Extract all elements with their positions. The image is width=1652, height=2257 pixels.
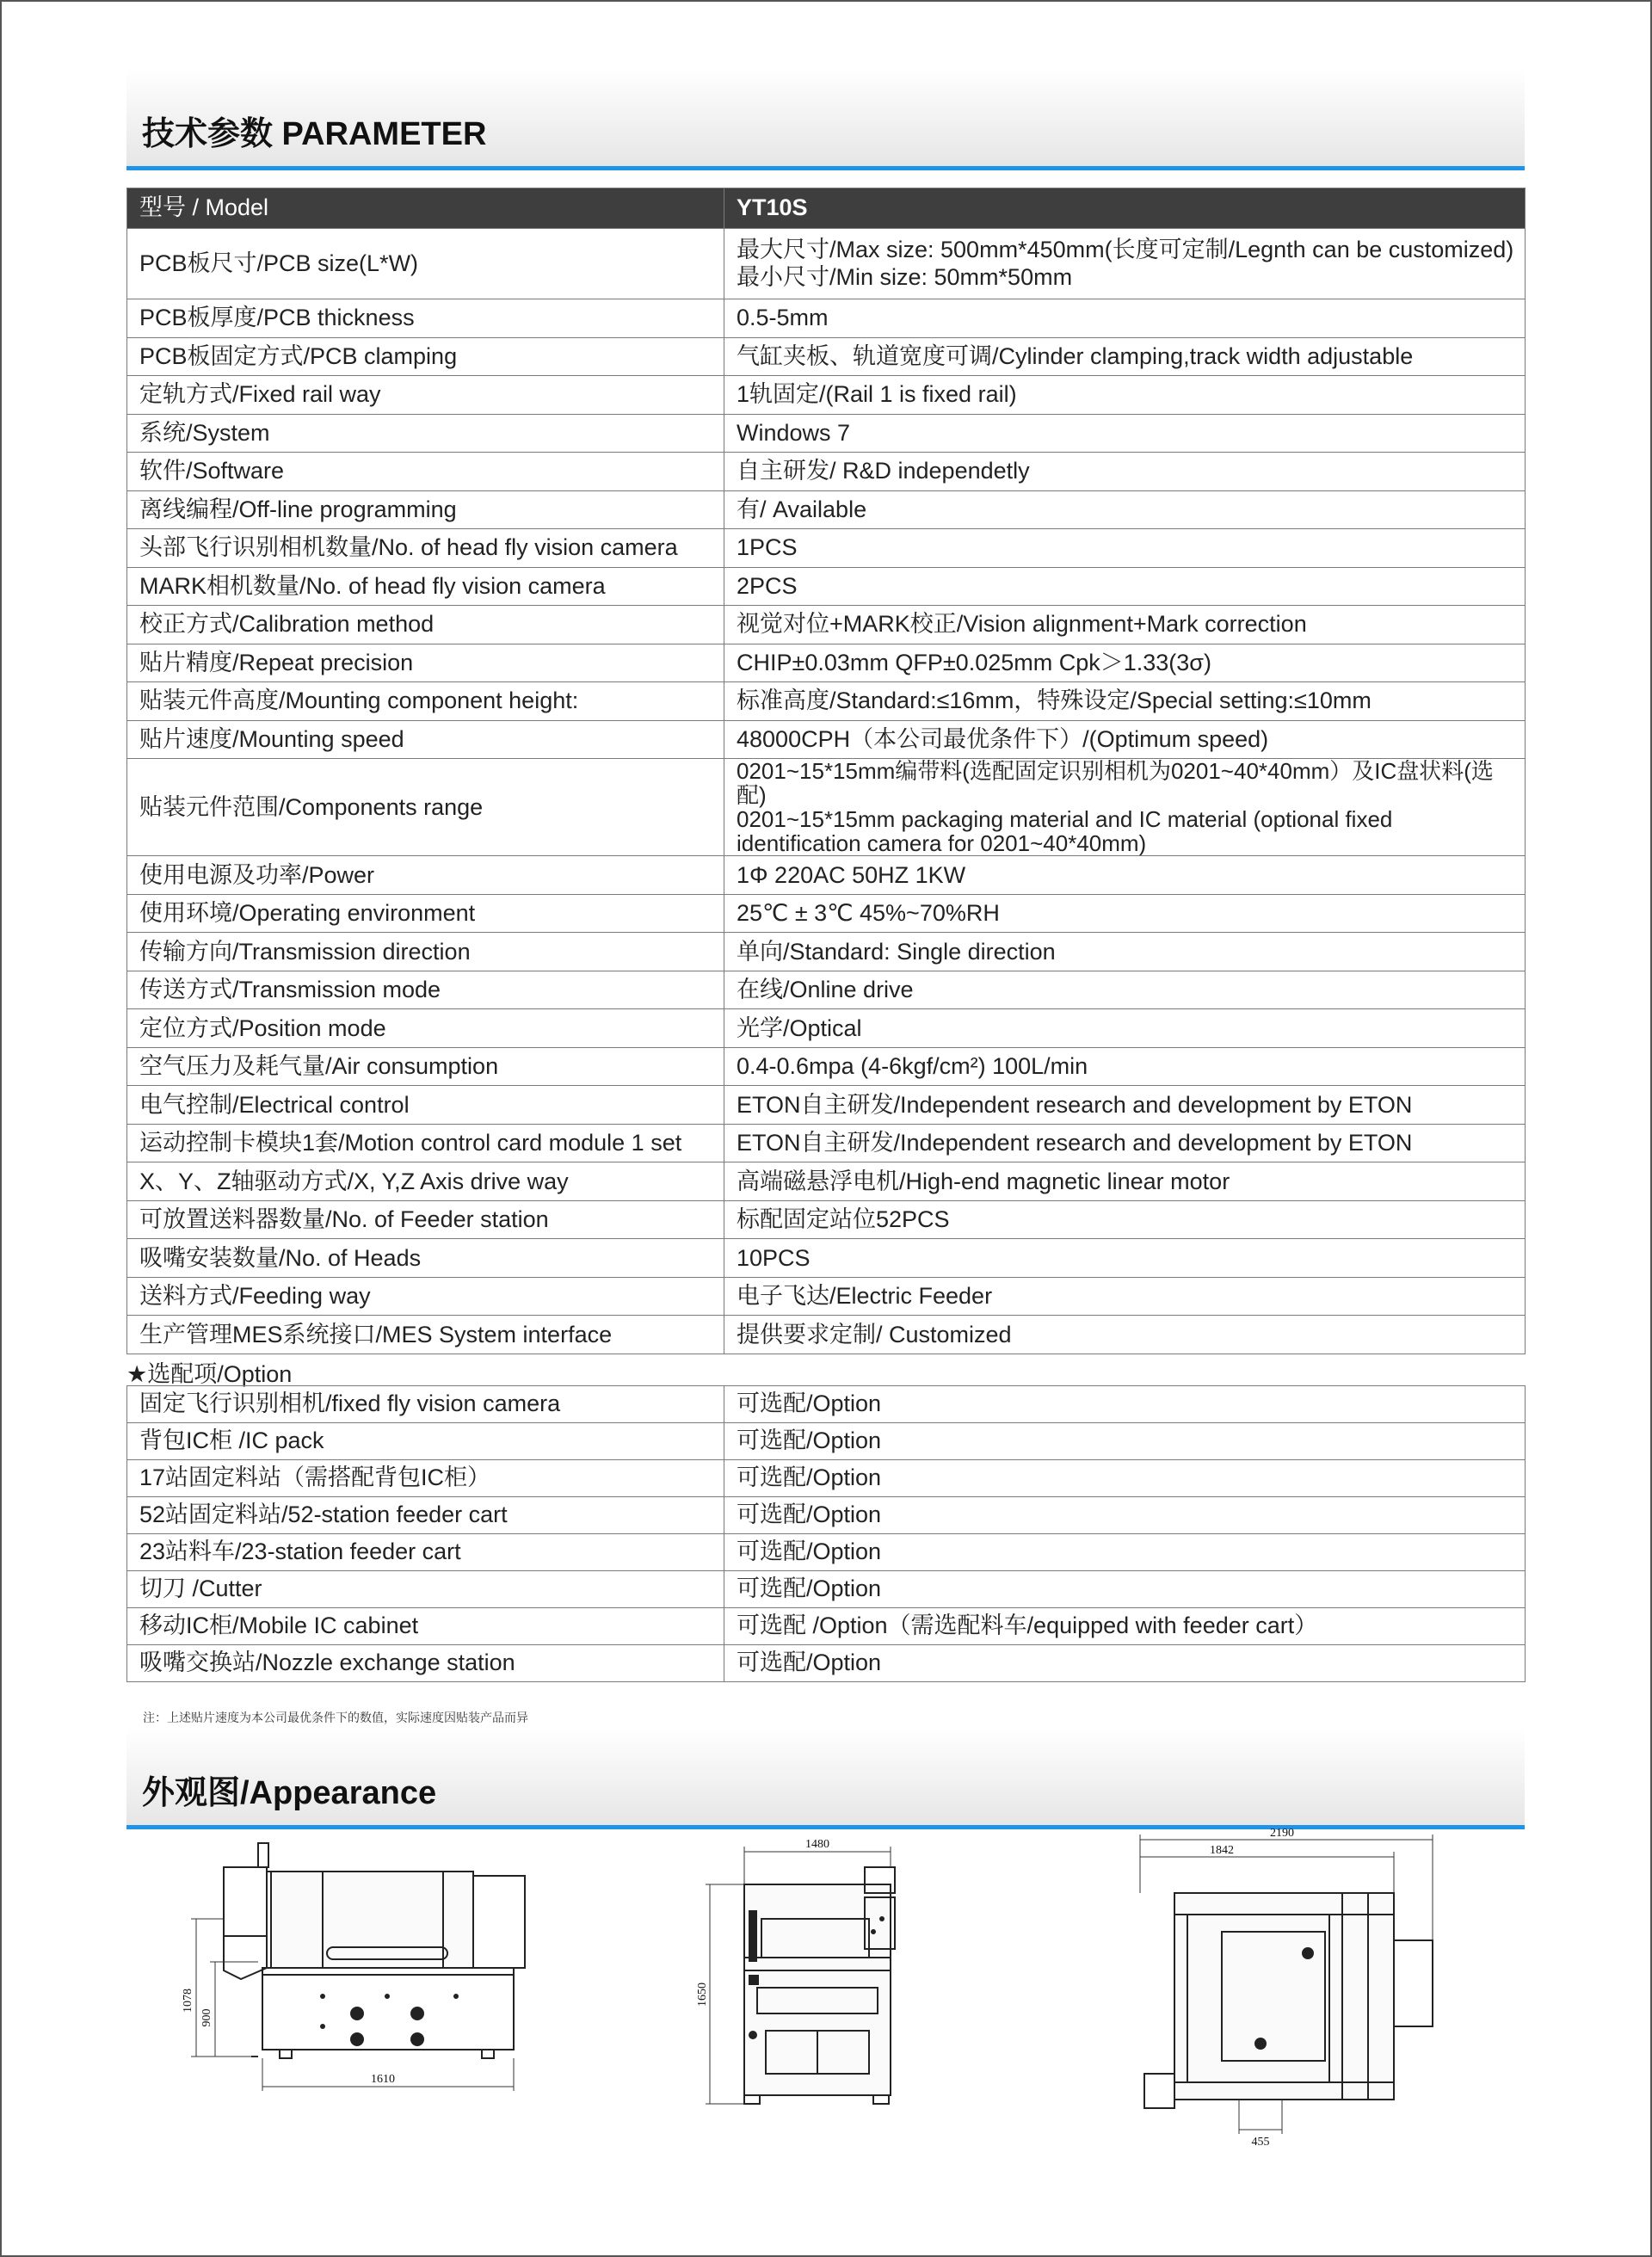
spec-row: [127, 644, 1526, 682]
option-value: 可选配 /Option（需选配料车/equipped with feeder cart）: [724, 1608, 1526, 1645]
spec-label: 电气控制/Electrical control: [127, 1086, 724, 1125]
spec-label: 送料方式/Feeding way: [127, 1277, 724, 1316]
spec-value: 0.5-5mm: [724, 299, 1526, 338]
spec-row: [127, 299, 1526, 338]
spec-value: 光学/Optical: [724, 1009, 1526, 1048]
side-view-length: 1610: [371, 2073, 395, 2086]
option-row: [127, 1423, 1526, 1460]
spec-value-line: 0201~15*15mm packaging material and IC material (optional fixed: [737, 806, 1393, 833]
spec-label: 校正方式/Calibration method: [127, 606, 724, 644]
spec-row: [127, 229, 1526, 299]
side-view-height-total: 1078: [182, 1989, 194, 2013]
spec-value: 10PCS: [724, 1239, 1526, 1278]
spec-value: 在线/Online drive: [724, 971, 1526, 1009]
spec-value: 有/ Available: [724, 490, 1526, 529]
option-value: 可选配/Option: [724, 1386, 1526, 1423]
spec-row: [127, 1316, 1526, 1354]
spec-value: 1轨固定/(Rail 1 is fixed rail): [724, 376, 1526, 415]
spec-value: 2PCS: [724, 567, 1526, 606]
spec-label: 贴装元件高度/Mounting component height:: [127, 682, 724, 721]
spec-value: 25℃ ± 3℃ 45%~70%RH: [724, 894, 1526, 933]
option-row: [127, 1645, 1526, 1682]
spec-label: 贴片精度/Repeat precision: [127, 644, 724, 682]
spec-label: X、Y、Z轴驱动方式/X, Y,Z Axis drive way: [127, 1162, 724, 1201]
spec-row: [127, 1009, 1526, 1048]
spec-value-line: 0201~15*15mm编带料(选配固定识别相机为0201~40*40mm）及IC盘状料(选配): [737, 758, 1494, 809]
spec-row: [127, 567, 1526, 606]
spec-row: [127, 759, 1526, 856]
spec-label: 贴装元件范围/Components range: [127, 759, 724, 856]
spec-row: [127, 414, 1526, 453]
spec-value: 标配固定站位52PCS: [724, 1200, 1526, 1239]
option-value: 可选配/Option: [724, 1497, 1526, 1534]
front-view-drawing: [671, 1824, 1015, 2168]
spec-row: [127, 933, 1526, 971]
top-view-width-total: 2190: [1270, 1827, 1294, 1840]
spec-label: 离线编程/Off-line programming: [127, 490, 724, 529]
spec-value: ETON自主研发/Independent research and development by ETON: [724, 1086, 1526, 1125]
side-view-drawing: [172, 1833, 585, 2160]
spec-value: 48000CPH（本公司最优条件下）/(Optimum speed): [724, 720, 1526, 759]
spec-label: 贴片速度/Mounting speed: [127, 720, 724, 759]
option-label: 吸嘴交换站/Nozzle exchange station: [127, 1645, 724, 1682]
spec-value: [724, 759, 1526, 856]
top-view-depth-part: 455: [1251, 2136, 1270, 2149]
spec-label: PCB板厚度/PCB thickness: [127, 299, 724, 338]
option-value: 可选配/Option: [724, 1423, 1526, 1460]
spec-label: 头部飞行识别相机数量/No. of head fly vision camera: [127, 529, 724, 568]
spec-value: 0.4-0.6mpa (4-6kgf/cm²) 100L/min: [724, 1047, 1526, 1086]
option-label: 固定飞行识别相机/fixed fly vision camera: [127, 1386, 724, 1423]
option-label: 23站料车/23-station feeder cart: [127, 1534, 724, 1571]
option-row: [127, 1497, 1526, 1534]
spec-label: PCB板固定方式/PCB clamping: [127, 337, 724, 376]
spec-row: [127, 606, 1526, 644]
spec-row: [127, 720, 1526, 759]
spec-value-line: 最大尺寸/Max size: 500mm*450mm(长度可定制/Legnth can be customized): [737, 237, 1514, 263]
spec-value: Windows 7: [724, 414, 1526, 453]
spec-row: [127, 1277, 1526, 1316]
spec-row: [127, 529, 1526, 568]
spec-value: 气缸夹板、轨道宽度可调/Cylinder clamping,track width adjustable: [724, 337, 1526, 376]
spec-row: [127, 376, 1526, 415]
option-label: 52站固定料站/52-station feeder cart: [127, 1497, 724, 1534]
spec-value: 单向/Standard: Single direction: [724, 933, 1526, 971]
option-label: 17站固定料站（需搭配背包IC柜）: [127, 1460, 724, 1497]
spec-row: [127, 490, 1526, 529]
spec-label: 传送方式/Transmission mode: [127, 971, 724, 1009]
option-row: [127, 1534, 1526, 1571]
spec-label: 空气压力及耗气量/Air consumption: [127, 1047, 724, 1086]
spec-value: 1PCS: [724, 529, 1526, 568]
top-view-drawing: [1119, 1824, 1480, 2168]
spec-label: 系统/System: [127, 414, 724, 453]
spec-label: 使用环境/Operating environment: [127, 894, 724, 933]
option-row: [127, 1460, 1526, 1497]
option-label: 移动IC柜/Mobile IC cabinet: [127, 1608, 724, 1645]
appearance-section-header: [126, 1728, 1525, 1829]
option-value: 可选配/Option: [724, 1460, 1526, 1497]
option-row: [127, 1571, 1526, 1608]
front-view-width: 1480: [805, 1838, 829, 1851]
spec-value: 自主研发/ R&D independetly: [724, 453, 1526, 491]
spec-row: [127, 1239, 1526, 1278]
spec-value: CHIP±0.03mm QFP±0.025mm Cpk＞1.33(3σ): [724, 644, 1526, 682]
spec-label: 可放置送料器数量/No. of Feeder station: [127, 1200, 724, 1239]
spec-row: [127, 1162, 1526, 1201]
spec-value: 视觉对位+MARK校正/Vision alignment+Mark correction: [724, 606, 1526, 644]
spec-label: 定轨方式/Fixed rail way: [127, 376, 724, 415]
spec-value: 提供要求定制/ Customized: [724, 1316, 1526, 1354]
spec-label: 软件/Software: [127, 453, 724, 491]
spec-row: [127, 1086, 1526, 1125]
spec-value: 1Φ 220AC 50HZ 1KW: [724, 856, 1526, 895]
spec-row: [127, 453, 1526, 491]
spec-value-line: identification camera for 0201~40*40mm): [737, 830, 1147, 856]
spec-row: [127, 682, 1526, 721]
option-value: 可选配/Option: [724, 1534, 1526, 1571]
spec-label: 吸嘴安装数量/No. of Heads: [127, 1239, 724, 1278]
option-row: [127, 1386, 1526, 1423]
option-title: ★选配项/Option: [126, 1361, 293, 1387]
spec-table: [126, 188, 1526, 1354]
spec-label: MARK相机数量/No. of head fly vision camera: [127, 567, 724, 606]
option-label: 切刀 /Cutter: [127, 1571, 724, 1608]
option-value: 可选配/Option: [724, 1645, 1526, 1682]
spec-value-line: 最小尺寸/Min size: 50mm*50mm: [737, 263, 1073, 290]
parameter-title: 技术参数 PARAMETER: [142, 116, 487, 152]
side-view-height-frame: 900: [200, 2008, 213, 2027]
spec-label: 传输方向/Transmission direction: [127, 933, 724, 971]
option-label: 背包IC柜 /IC pack: [127, 1423, 724, 1460]
spec-value: 标准高度/Standard:≤16mm，特殊设定/Special setting:≤10mm: [724, 682, 1526, 721]
spec-label: PCB板尺寸/PCB size(L*W): [127, 229, 724, 299]
spec-value: 高端磁悬浮电机/High-end magnetic linear motor: [724, 1162, 1526, 1201]
note-chinese: 注：上述贴片速度为本公司最优条件下的数值，实际速度因贴装产品而异: [143, 1711, 528, 1724]
spec-header-row: [127, 188, 1526, 229]
appearance-title: 外观图/Appearance: [142, 1775, 437, 1811]
spec-row: [127, 894, 1526, 933]
option-table: [126, 1385, 1526, 1682]
spec-label: 定位方式/Position mode: [127, 1009, 724, 1048]
spec-label: 使用电源及功率/Power: [127, 856, 724, 895]
spec-row: [127, 856, 1526, 895]
spec-row: [127, 1200, 1526, 1239]
spec-row: [127, 1047, 1526, 1086]
parameter-section-header: [126, 69, 1525, 170]
spec-value: [724, 229, 1526, 299]
spec-row: [127, 971, 1526, 1009]
option-row: [127, 1608, 1526, 1645]
spec-value: 电子飞达/Electric Feeder: [724, 1277, 1526, 1316]
model-label: 型号 / Model: [127, 188, 724, 229]
model-value: YT10S: [724, 188, 1526, 229]
spec-row: [127, 1124, 1526, 1162]
top-view-width-body: 1842: [1210, 1844, 1234, 1857]
spec-label: 运动控制卡模块1套/Motion control card module 1 set: [127, 1124, 724, 1162]
spec-label: 生产管理MES系统接口/MES System interface: [127, 1316, 724, 1354]
spec-row: [127, 337, 1526, 376]
spec-value: ETON自主研发/Independent research and development by ETON: [724, 1124, 1526, 1162]
option-value: 可选配/Option: [724, 1571, 1526, 1608]
front-view-height: 1650: [696, 1983, 709, 2007]
